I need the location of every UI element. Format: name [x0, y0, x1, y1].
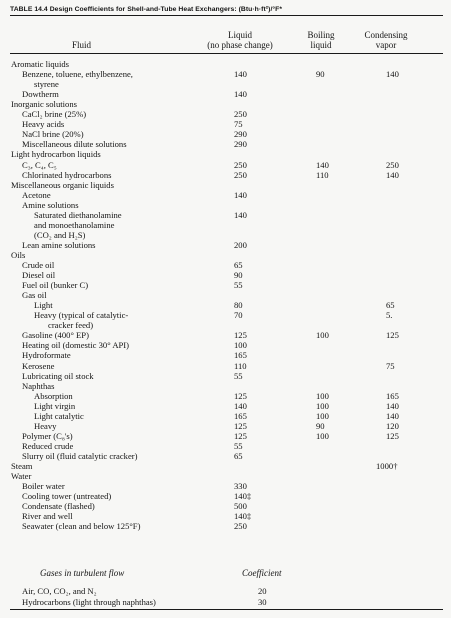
- table-row: [0, 481, 451, 491]
- fluid-label: and monoethanolamine: [34, 219, 115, 230]
- table-row: [0, 250, 451, 260]
- table-row: [0, 139, 451, 149]
- fluid-label: Lubricating oil stock: [22, 370, 94, 381]
- fluid-label: Light hydrocarbon liquids: [11, 149, 101, 160]
- liquid-value: 200: [234, 239, 247, 250]
- table-row: [0, 160, 451, 170]
- liquid-value: 330: [234, 481, 247, 492]
- table-row: [0, 69, 451, 79]
- fluid-label: Water: [11, 471, 32, 482]
- liquid-value: 125: [234, 330, 247, 341]
- header-condensing-line1: Condensing: [364, 30, 408, 40]
- boiling-value: 90: [316, 420, 325, 431]
- table-row: [0, 190, 451, 200]
- fluid-label: Heavy: [34, 420, 57, 431]
- liquid-value: 65: [234, 260, 243, 270]
- liquid-value: 70: [234, 310, 243, 321]
- liquid-value: 165: [234, 350, 247, 361]
- table-row: [0, 59, 451, 69]
- top-rule: [10, 15, 443, 16]
- condensing-value: 1000†: [376, 461, 398, 471]
- liquid-value: 80: [234, 300, 243, 311]
- table-row: [0, 491, 451, 501]
- fluid-label: River and well: [22, 511, 73, 522]
- liquid-value: 165: [234, 410, 247, 421]
- gas-label: Hydrocarbons (light through naphthas): [22, 597, 156, 607]
- table-row: [0, 320, 451, 330]
- fluid-label: Light catalytic: [34, 410, 84, 421]
- fluid-label: Inorganic solutions: [11, 99, 77, 110]
- table-row: [0, 381, 451, 391]
- fluid-label: Chlorinated hydrocarbons: [22, 169, 112, 180]
- fluid-label: Heating oil (domestic 30° API): [22, 340, 130, 351]
- table-row: [0, 180, 451, 190]
- fluid-label: Gasoline (400° EP): [22, 330, 89, 341]
- liquid-value: 55: [234, 280, 243, 291]
- gas-coefficient-value: 30: [258, 597, 267, 607]
- liquid-value: 125: [234, 390, 247, 401]
- table-row: [0, 310, 451, 320]
- header-liquid-line2: (no phase change): [207, 40, 273, 50]
- fluid-label: styrene: [34, 79, 59, 90]
- table-row: [0, 501, 451, 511]
- liquid-value: 55: [234, 370, 243, 381]
- fluid-label: Kerosene: [22, 360, 55, 371]
- header-rule: [10, 53, 443, 54]
- table-row: [0, 240, 451, 250]
- liquid-value: 110: [234, 360, 247, 371]
- fluid-label: Oils: [11, 249, 26, 260]
- fluid-label: Amine solutions: [22, 199, 79, 210]
- table-row: [0, 220, 451, 230]
- header-condensing-line2: vapor: [375, 40, 397, 50]
- liquid-value: 290: [234, 139, 247, 150]
- condensing-value: 140: [386, 410, 399, 421]
- table-row: [0, 350, 451, 360]
- liquid-value: 140‡: [234, 491, 252, 502]
- bottom-rule: [10, 609, 443, 610]
- table-row: [0, 340, 451, 350]
- condensing-value: 140: [386, 169, 399, 180]
- liquid-value: 250: [234, 109, 247, 120]
- liquid-value: 125: [234, 430, 247, 441]
- boiling-value: 100: [316, 390, 329, 401]
- condensing-value: 125: [386, 430, 399, 441]
- table-row: [0, 270, 451, 280]
- boiling-value: 140: [316, 159, 329, 170]
- liquid-value: 55: [234, 440, 243, 451]
- table-row: [0, 451, 451, 461]
- fluid-label: CaCl₂ brine (25%): [22, 109, 87, 120]
- table-caption: TABLE 14.4 Design Coefficients for Shell-and-Tube Heat Exchangers: (Btu·h·ft²)/°F*: [10, 6, 283, 13]
- boiling-value: 110: [316, 169, 329, 180]
- fluid-label: Light virgin: [34, 400, 76, 411]
- fluid-label: Gas oil: [22, 290, 47, 301]
- fluid-label: Diesel oil: [22, 270, 56, 281]
- fluid-label: Cooling tower (untreated): [22, 491, 112, 502]
- table-row: [0, 200, 451, 210]
- condensing-value: 125: [386, 330, 399, 341]
- gases-heading: Gases in turbulent flow: [40, 568, 125, 578]
- fluid-label: Dowtherm: [22, 89, 59, 100]
- fluid-label: (CO₂ and H₂S): [34, 229, 86, 240]
- fluid-label: Saturated diethanolamine: [34, 209, 122, 220]
- coefficient-heading: Coefficient: [242, 568, 282, 578]
- fluid-label: Lean amine solutions: [22, 239, 96, 250]
- fluid-label: Absorption: [34, 390, 73, 401]
- fluid-label: Heavy (typical of catalytic-: [34, 310, 129, 321]
- liquid-value: 140: [234, 69, 247, 80]
- table-row: [0, 391, 451, 401]
- table-row: [0, 411, 451, 421]
- liquid-value: 75: [234, 119, 243, 130]
- liquid-value: 140‡: [234, 511, 252, 522]
- fluid-label: Hydroformate: [22, 350, 71, 361]
- fluid-label: Slurry oil (fluid catalytic cracker): [22, 450, 138, 461]
- table-row: [0, 511, 451, 521]
- header-liquid-line1: Liquid: [228, 30, 252, 40]
- fluid-label: Heavy acids: [22, 119, 65, 130]
- table-row: [0, 431, 451, 441]
- table-row: [0, 361, 451, 371]
- condensing-value: 65: [386, 300, 395, 311]
- liquid-value: 65: [234, 450, 243, 461]
- liquid-value: 250: [234, 169, 247, 180]
- fluid-label: Aromatic liquids: [11, 59, 69, 69]
- table-row: [0, 421, 451, 431]
- liquid-value: 290: [234, 129, 247, 140]
- table-row: [0, 210, 451, 220]
- table-row: [0, 371, 451, 381]
- header-boiling-line2: liquid: [310, 40, 332, 50]
- table-row: [0, 330, 451, 340]
- table-row: [0, 280, 451, 290]
- fluid-label: Light: [34, 300, 53, 311]
- fluid-label: Seawater (clean and below 125°F): [22, 521, 141, 532]
- liquid-value: 140: [234, 400, 247, 411]
- fluid-label: Steam: [11, 461, 33, 471]
- table-row: [0, 109, 451, 119]
- liquid-value: 250: [234, 159, 247, 170]
- table-row: [0, 461, 451, 471]
- gas-coefficient-value: 20: [258, 586, 267, 596]
- boiling-value: 90: [316, 69, 325, 80]
- boiling-value: 100: [316, 400, 329, 411]
- fluid-label: Acetone: [22, 189, 51, 200]
- gas-label: Air, CO, CO₂, and N₂: [22, 586, 97, 596]
- liquid-value: 250: [234, 521, 247, 532]
- table-row: [0, 401, 451, 411]
- table-row: [0, 521, 451, 531]
- table-row: [0, 300, 451, 310]
- condensing-value: 5.: [386, 310, 393, 321]
- fluid-label: Miscellaneous organic liquids: [11, 179, 114, 190]
- liquid-value: 90: [234, 270, 243, 281]
- table-row: [0, 471, 451, 481]
- liquid-value: 100: [234, 340, 247, 351]
- header-boiling-line1: Boiling: [307, 30, 335, 40]
- gas-row: [0, 586, 451, 596]
- condensing-value: 250: [386, 159, 399, 170]
- table-row: [0, 89, 451, 99]
- fluid-label: Reduced crude: [22, 440, 74, 451]
- condensing-value: 120: [386, 420, 399, 431]
- fluid-label: C₃, C₄, C₅: [22, 159, 57, 170]
- table-row: [0, 99, 451, 109]
- fluid-label: Crude oil: [22, 260, 55, 270]
- boiling-value: 100: [316, 430, 329, 441]
- fluid-label: Benzene, toluene, ethylbenzene,: [22, 69, 133, 80]
- fluid-label: Miscellaneous dilute solutions: [22, 139, 127, 150]
- table-row: [0, 290, 451, 300]
- table-row: [0, 129, 451, 139]
- liquid-value: 140: [234, 209, 247, 220]
- fluid-label: Naphthas: [22, 380, 55, 391]
- liquid-value: 500: [234, 501, 247, 512]
- condensing-value: 165: [386, 390, 399, 401]
- table-row: [0, 441, 451, 451]
- table-row: [0, 119, 451, 129]
- table-row: [0, 260, 451, 270]
- fluid-label: Condensate (flashed): [22, 501, 95, 512]
- table-row: [0, 79, 451, 89]
- fluid-label: Boiler water: [22, 481, 65, 492]
- liquid-value: 125: [234, 420, 247, 431]
- fluid-label: NaCl brine (20%): [22, 129, 84, 140]
- liquid-value: 140: [234, 189, 247, 200]
- fluid-label: Fuel oil (bunker C): [22, 280, 89, 291]
- table-row: [0, 149, 451, 159]
- gas-row: [0, 597, 451, 607]
- header-fluid: Fluid: [72, 40, 92, 50]
- condensing-value: 75: [386, 360, 395, 371]
- condensing-value: 140: [386, 400, 399, 411]
- fluid-label: cracker feed): [48, 320, 94, 331]
- boiling-value: 100: [316, 330, 329, 341]
- table-row: [0, 230, 451, 240]
- condensing-value: 140: [386, 69, 399, 80]
- table-row: [0, 170, 451, 180]
- fluid-label: Polymer (C₈'s): [22, 430, 73, 441]
- boiling-value: 100: [316, 410, 329, 421]
- liquid-value: 140: [234, 89, 247, 100]
